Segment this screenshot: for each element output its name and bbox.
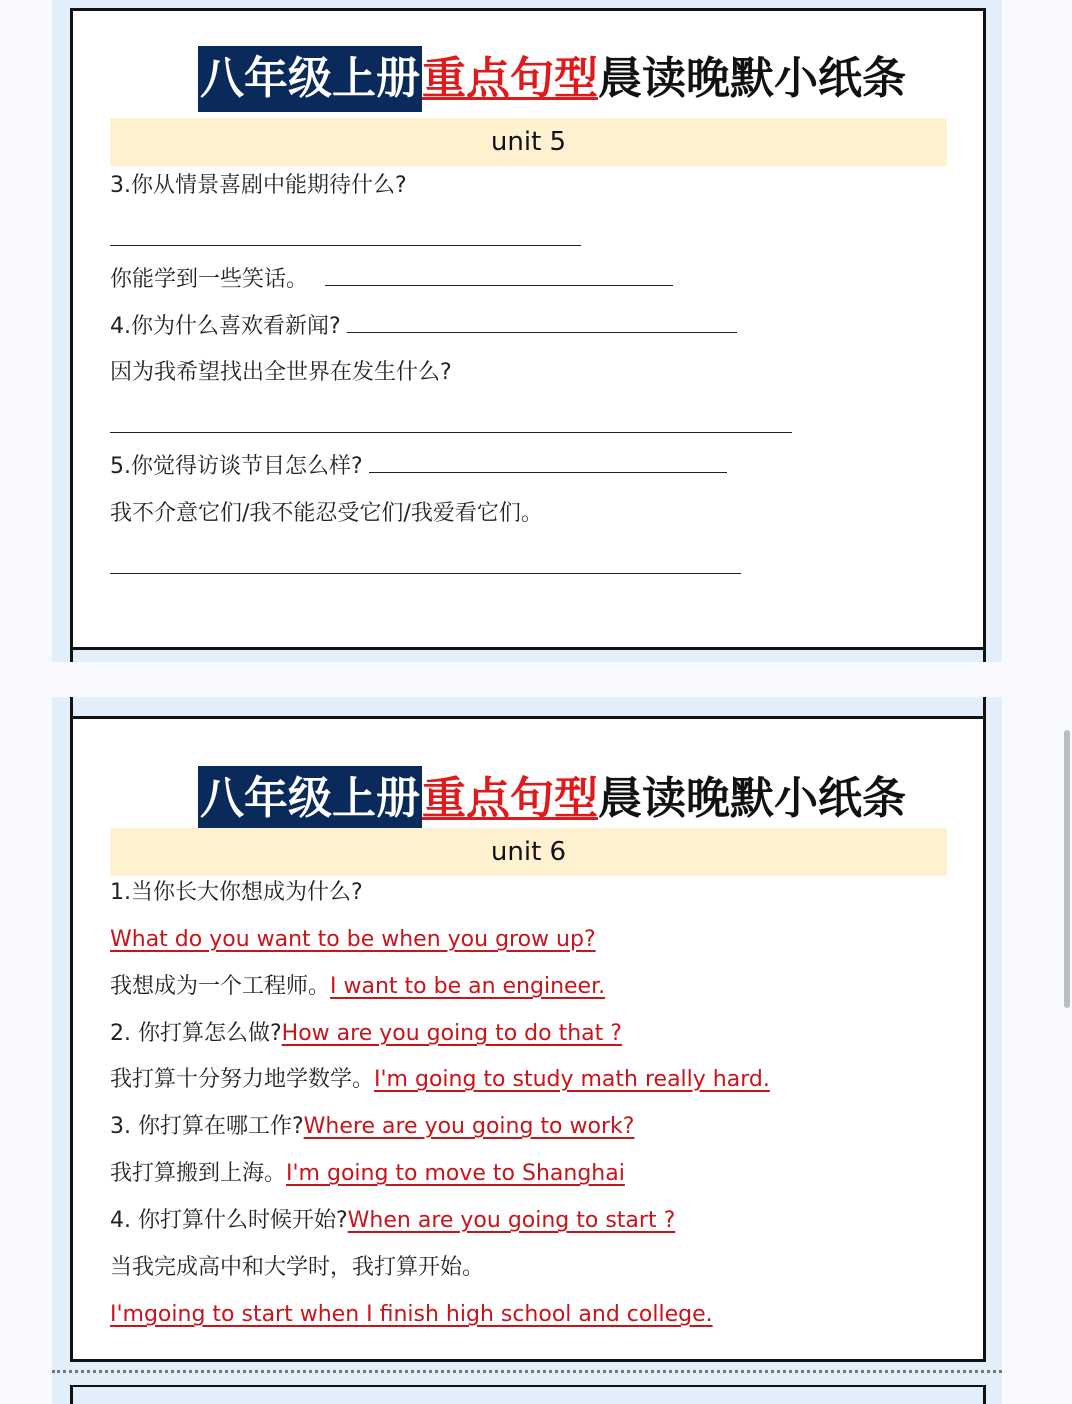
sheet-unit-6 — [52, 697, 1002, 1404]
question-text: 你能学到一些笑话。 — [110, 267, 309, 292]
question-line — [110, 451, 727, 483]
question-line — [110, 1158, 625, 1190]
answer-text: When are you going to start ? — [347, 1208, 676, 1233]
sheet-unit-5 — [52, 0, 1002, 662]
answer-text: How are you going to do that ? — [281, 1021, 622, 1046]
unit-label: unit 5 — [110, 118, 947, 166]
question-text: 我想成为一个工程师。 — [110, 974, 331, 999]
question-line — [110, 1111, 634, 1143]
answer-blank[interactable] — [369, 452, 727, 473]
title-highlight: 八年级上册 — [198, 46, 422, 112]
page-title — [198, 766, 906, 832]
answer-blank[interactable] — [110, 432, 792, 433]
title-red: 重点句型 — [422, 773, 598, 824]
answer-blank[interactable] — [347, 312, 737, 333]
title-rest: 晨读晚默小纸条 — [598, 773, 906, 824]
question-line — [110, 311, 737, 343]
question-text: 5.你觉得访谈节目怎么样? — [110, 454, 363, 479]
question-text: 4.你为什么喜欢看新闻? — [110, 314, 341, 339]
question-line: 3.你从情景喜剧中能期待什么? — [110, 173, 407, 198]
title-red: 重点句型 — [422, 53, 598, 104]
page-title — [198, 46, 906, 112]
question-text: 3. 你打算在哪工作? — [110, 1114, 304, 1139]
cut-line-divider — [52, 1370, 1002, 1373]
answer-blank[interactable] — [110, 245, 581, 246]
unit-label: unit 6 — [110, 828, 947, 876]
question-line: 当我完成高中和大学时，我打算开始。 — [110, 1255, 485, 1280]
answer-blank[interactable] — [325, 265, 673, 286]
question-text: 我打算十分努力地学数学。 — [110, 1067, 375, 1092]
answer-blank[interactable] — [110, 573, 741, 574]
answer-text: I'm going to move to Shanghai — [286, 1161, 625, 1186]
answer-text: What do you want to be when you grow up? — [110, 927, 596, 952]
title-highlight: 八年级上册 — [198, 766, 422, 832]
question-line — [110, 1205, 675, 1237]
paper-unit-6 — [70, 716, 986, 1362]
answer-text: I'mgoing to start when I finish high school and college. — [110, 1302, 713, 1327]
title-rest: 晨读晚默小纸条 — [598, 53, 906, 104]
paper-edge — [70, 1387, 986, 1404]
question-line: 1.当你长大你想成为什么? — [110, 880, 363, 905]
answer-text: Where are you going to work? — [303, 1114, 635, 1139]
question-line: 因为我希望找出全世界在发生什么? — [110, 360, 452, 385]
answer-text: I'm going to study math really hard. — [374, 1067, 770, 1092]
question-text: 我打算搬到上海。 — [110, 1161, 287, 1186]
paper-edge — [70, 697, 986, 716]
question-line — [110, 971, 605, 1003]
question-line — [110, 1064, 770, 1096]
answer-line — [110, 924, 596, 956]
question-text: 4. 你打算什么时候开始? — [110, 1208, 348, 1233]
question-line — [110, 1018, 622, 1050]
paper-edge — [70, 644, 986, 662]
question-line: 我不介意它们/我不能忍受它们/我爱看它们。 — [110, 501, 543, 526]
answer-line — [110, 1299, 713, 1331]
answer-text: I want to be an engineer. — [330, 974, 606, 999]
question-line — [110, 264, 673, 296]
question-text: 2. 你打算怎么做? — [110, 1021, 282, 1046]
scrollbar[interactable] — [1064, 730, 1070, 1008]
paper-unit-5 — [70, 8, 986, 650]
